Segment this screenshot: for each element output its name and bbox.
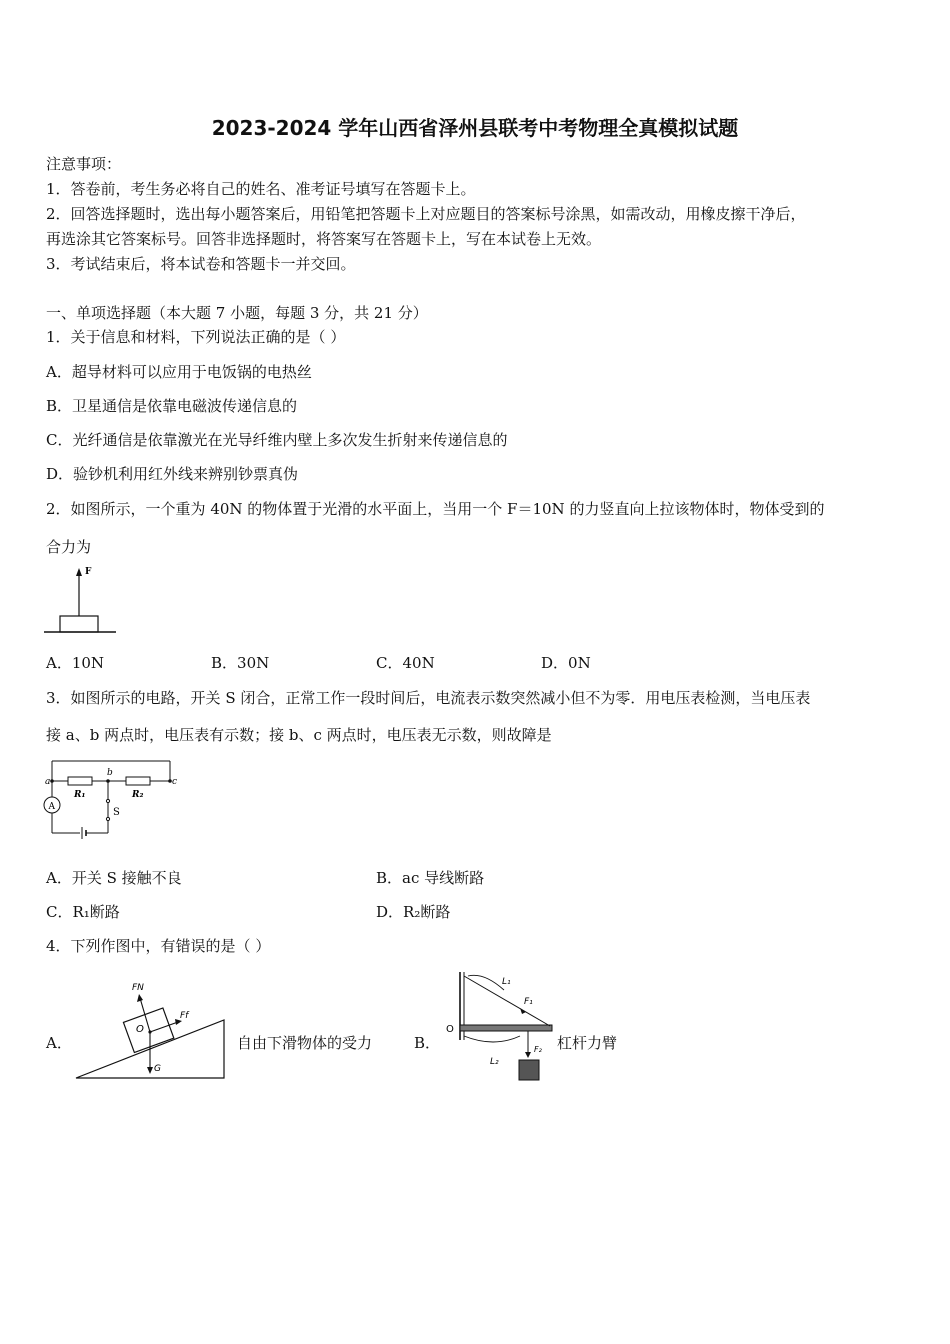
q1-option-b: B．卫星通信是依靠电磁波传递信息的: [46, 397, 298, 415]
q4-option-b-letter: B．: [414, 1034, 441, 1052]
q2-stem-line1: 2．如图所示，一个重为 40N 的物体置于光滑的水平面上，当用一个 F＝10N 的力竖直向上拉该物体时，物体受到的: [46, 500, 825, 518]
q2-option-a: A．10N: [46, 654, 105, 672]
lever-bar: [460, 1025, 552, 1031]
q1-option-c: C．光纤通信是依靠激光在光导纤维内壁上多次发生折射来传递信息的: [46, 431, 508, 449]
section-heading: 一、单项选择题（本大题 7 小题，每题 3 分，共 21 分）: [46, 304, 428, 322]
svg-text:A: A: [48, 802, 55, 812]
q4-option-a-letter: A．: [46, 1034, 72, 1052]
svg-text:G: G: [154, 1064, 161, 1074]
block: [123, 1008, 173, 1052]
svg-text:Ff: Ff: [180, 1011, 189, 1021]
q3-option-c: C．R₁断路: [46, 903, 120, 921]
notice-item: 1．答卷前，考生务必将自己的姓名、准考证号填写在答题卡上。: [46, 180, 476, 198]
arrow-head: [76, 568, 82, 576]
svg-text:O: O: [446, 1024, 454, 1035]
q2-stem-line2: 合力为: [46, 538, 92, 556]
svg-text:L₁: L₁: [502, 977, 511, 987]
svg-text:R₁: R₁: [74, 790, 86, 800]
svg-text:F₂: F₂: [534, 1045, 542, 1054]
svg-text:a: a: [45, 777, 51, 787]
svg-text:F₁: F₁: [524, 997, 533, 1007]
q3-option-b: B．ac 导线断路: [376, 869, 485, 887]
svg-text:FN: FN: [132, 983, 144, 993]
svg-text:O: O: [136, 1024, 144, 1035]
q3-option-d: D．R₂断路: [376, 903, 451, 921]
svg-text:b: b: [107, 768, 113, 778]
q3-circuit-figure: [44, 755, 184, 840]
notice-heading: 注意事项：: [46, 155, 122, 173]
q1-option-a: A．超导材料可以应用于电饭锅的电热丝: [46, 363, 312, 381]
svg-text:L₂: L₂: [490, 1057, 499, 1067]
q3-option-a: A．开关 S 接触不良: [46, 869, 182, 887]
force-label: F: [85, 567, 92, 577]
q2-option-d: D．0N: [541, 654, 591, 672]
weight-block: [519, 1060, 539, 1080]
svg-text:c: c: [172, 777, 178, 787]
q2-figure: [44, 562, 120, 636]
page-title: 2023-2024 学年山西省泽州县联考中考物理全真模拟试题: [211, 116, 739, 140]
notice-item: 再选涂其它答案标号。回答非选择题时，将答案写在答题卡上，写在本试卷上无效。: [46, 230, 602, 248]
q2-option-c: C．40N: [376, 654, 435, 672]
resistor-r1: [68, 777, 92, 785]
q4-stem: 4．下列作图中，有错误的是（ ）: [46, 937, 271, 955]
svg-text:S: S: [113, 807, 120, 818]
notice-item: 3．考试结束后，将本试卷和答题卡一并交回。: [46, 255, 356, 273]
q1-stem: 1．关于信息和材料，下列说法正确的是（ ）: [46, 328, 346, 346]
svg-text:R₂: R₂: [132, 790, 144, 800]
notice-item: 2．回答选择题时，选出每小题答案后，用铅笔把答题卡上对应题目的答案标号涂黑，如需改动，用橡皮擦干净后，: [46, 205, 806, 223]
resistor-r2: [126, 777, 150, 785]
q1-option-d: D．验钞机利用红外线来辨别钞票真伪: [46, 465, 299, 483]
q2-option-b: B．30N: [211, 654, 270, 672]
q4-lever-figure: [444, 968, 556, 1084]
q3-stem-line2: 接 a、b 两点时，电压表有示数；接 b、c 两点时，电压表无示数，则故障是: [46, 726, 552, 744]
block: [60, 616, 98, 632]
q4-option-a-caption: 自由下滑物体的受力: [237, 1034, 373, 1052]
q4-incline-figure: [74, 978, 234, 1082]
q4-option-b-caption: 杠杆力臂: [557, 1034, 618, 1052]
q3-stem-line1: 3．如图所示的电路，开关 S 闭合，正常工作一段时间后，电流表示数突然减小但不为零．用电压表检测，当电压表: [46, 689, 811, 707]
